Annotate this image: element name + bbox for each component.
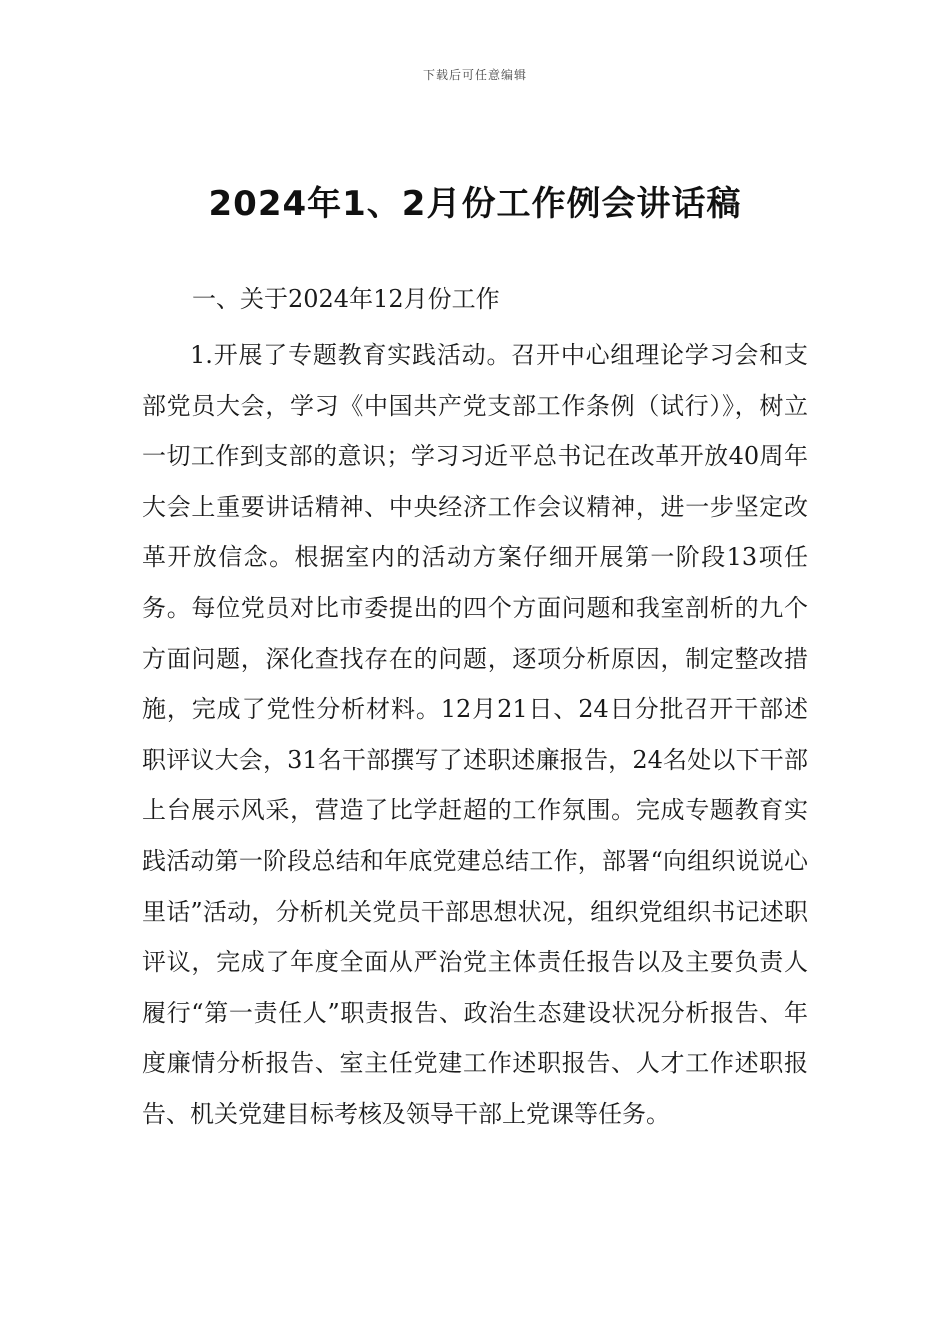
section-heading: 一、关于2024年12月份工作 (192, 285, 500, 313)
body-paragraph: 1.开展了专题教育实践活动。召开中心组理论学习会和支部党员大会，学习《中国共产党支部工作条例（试行）》，树立一切工作到支部的意识；学习习近平总书记在改革开放40周年大会上重要讲话精神、中央经济工作会议精神，进一步坚定改革开放信念。根据室内的活动方案仔细开展第一阶段13项任务。每位党员对比市委提出的四个方面问题和我室剖析的九个方面问题，深化查找存在的问题，逐项分析原因，制定整改措施，完成了党性分析材料。12月21日、24日分批召开干部述职评议大会，31名干部撰写了述职述廉报告，24名处以下干部上台展示风采，营造了比学赶超的工作氛围。完成专题教育实践活动第一阶段总结和年底党建总结工作，部署“向组织说说心里话”活动，分析机关党员干部思想状况，组织党组织书记述职评议，完成了年度全面从严治党主体责任报告以及主要负责人履行“第一责任人”职责报告、政治生态建设状况分析报告、年度廉情分析报告、室主任党建工作述职报告、人才工作述职报告、机关党建目标考核及领导干部上党课等任务。 (142, 341, 808, 1128)
document-title: 2024年1、2月份工作例会讲话稿 (208, 184, 742, 224)
header-note: 下载后可任意编辑 (422, 68, 527, 82)
